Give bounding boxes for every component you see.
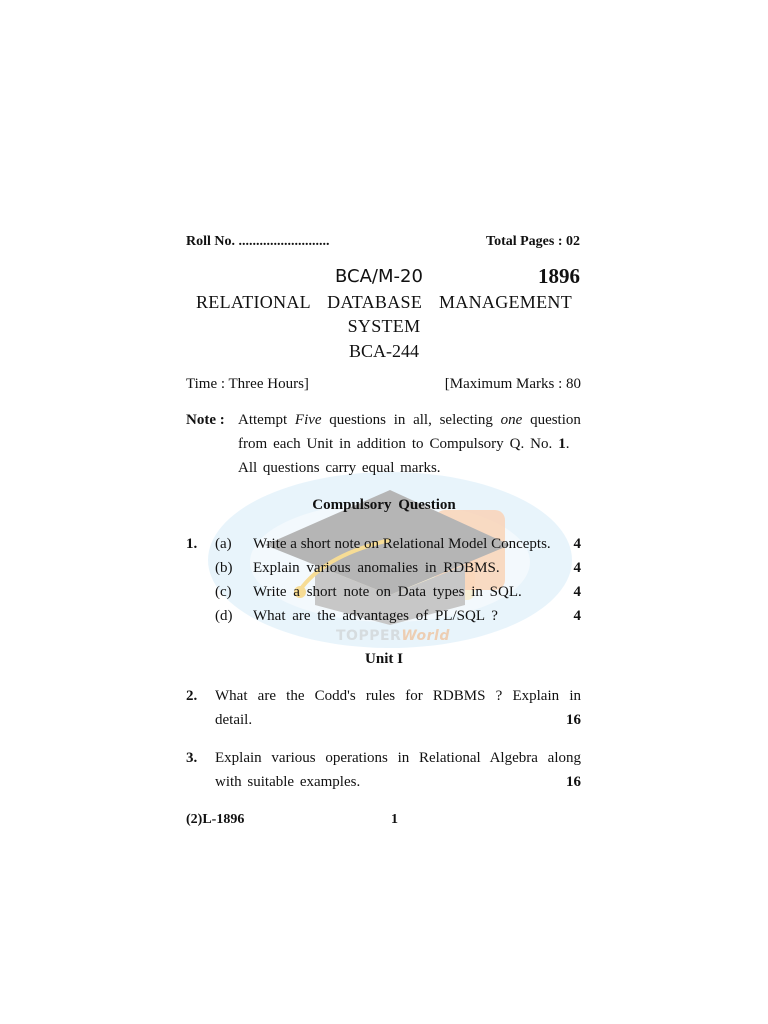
subquestion-row	[215, 584, 581, 604]
watermark-text-b: World	[401, 628, 450, 644]
watermark-text-a: TOPPER	[336, 628, 402, 644]
note-word: question	[530, 412, 581, 428]
paper-code: 1896	[538, 264, 580, 288]
subquestion-label: (c)	[215, 584, 232, 600]
note-line-1	[238, 412, 581, 429]
question-number: 3.	[186, 750, 198, 766]
subquestion-marks: 4	[573, 536, 581, 552]
subquestion-text: Write a short note on Relational Model Concepts.	[253, 536, 551, 552]
note-q-number: 1	[558, 436, 566, 452]
exam-time: Time : Three Hours]	[186, 376, 309, 392]
question-text-line-1: What are the Codd's rules for RDBMS ? Explain in	[215, 688, 581, 704]
subquestion-text: Write a short note on Data types in SQL.	[253, 584, 522, 600]
question-number: 2.	[186, 688, 198, 704]
subquestion-label: (d)	[215, 608, 233, 624]
compulsory-heading: Compulsory Question	[312, 497, 456, 513]
subquestion-marks: 4	[573, 584, 581, 600]
subquestion-marks: 4	[573, 608, 581, 624]
title-line-1: RELATIONAL DATABASE MANAGEMENT	[196, 292, 572, 312]
roll-no: Roll No. ..........................	[186, 234, 330, 249]
note-line-2	[238, 436, 581, 453]
unit-heading: Unit I	[365, 651, 403, 667]
subquestion-row	[215, 536, 581, 556]
note-line-2-text: from each Unit in addition to Compulsory Q. No.	[238, 436, 553, 452]
total-pages: Total Pages : 02	[486, 234, 580, 249]
note-label: Note :	[186, 412, 225, 428]
note-word: selecting	[439, 412, 493, 428]
subquestion-row	[215, 560, 581, 580]
question-text-line-1: Explain various operations in Relational Algebra along	[215, 750, 581, 766]
subquestion-marks: 4	[573, 560, 581, 576]
question-text-line-2: with suitable examples.	[215, 774, 361, 790]
note-period: .	[565, 436, 570, 452]
subquestion-label: (a)	[215, 536, 232, 552]
max-marks: [Maximum Marks : 80	[444, 376, 581, 392]
question-marks: 16	[566, 774, 581, 790]
subquestion-text: What are the advantages of PL/SQL ?	[253, 608, 498, 624]
course-code: BCA/M-20	[335, 266, 423, 287]
page-number: 1	[391, 812, 398, 827]
question-marks: 16	[566, 712, 581, 728]
footer-code: (2)L-1896	[186, 812, 245, 827]
subject-code: BCA-244	[348, 341, 419, 361]
question-number-1: 1.	[186, 536, 198, 552]
note-line-3: All questions carry equal marks.	[238, 460, 441, 476]
title-line-2: SYSTEM	[347, 316, 421, 336]
note-word-one: one	[500, 412, 523, 428]
note-word: in	[393, 412, 406, 428]
subquestion-row	[215, 608, 581, 628]
note-word-five: Five	[294, 412, 322, 428]
note-word: questions	[329, 412, 386, 428]
watermark-text	[336, 628, 450, 644]
question-text-line-2: detail.	[215, 712, 253, 728]
note-word: Attempt	[238, 412, 288, 428]
note-word: all,	[413, 412, 432, 428]
subquestion-label: (b)	[215, 560, 233, 576]
subquestion-text: Explain various anomalies in RDBMS.	[253, 560, 500, 576]
